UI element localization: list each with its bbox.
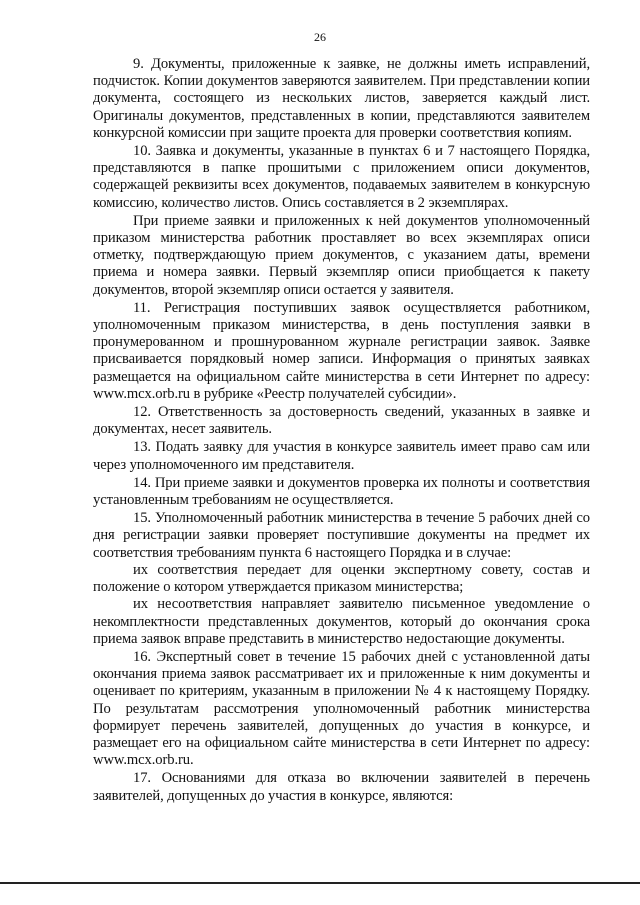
paragraph-14: 14. При приеме заявки и документов проверка их полноты и соответствия установленным требованиям не осуществляется. xyxy=(93,474,590,509)
page-number: 26 xyxy=(314,30,326,44)
paragraph-15-case-match: их соответствия передает для оценки экспертному совету, состав и положение о котором утверждается приказом министерства; xyxy=(93,561,590,596)
bottom-rule xyxy=(0,882,640,884)
paragraph-16: 16. Экспертный совет в течение 15 рабочих дней с установленной даты окончания приема заявок рассматривает их и приложенные к ним документы и оценивает по критериям, указанным в приложении № 4 к настоящему Порядку. По результатам рассмотрения уполномоченный работник министерства формирует перечень заявителей, допущенных до участия в конкурсе, и размещает его на официальном сайте министерства в сети Интернет по адресу: www.mcx.orb.ru. xyxy=(93,648,590,769)
paragraph-12: 12. Ответственность за достоверность сведений, указанных в заявке и документах, несет заявитель. xyxy=(93,404,590,438)
paragraph-9: 9. Документы, приложенные к заявке, не должны иметь исправлений, подчисток. Копии документов заверяются заявителем. При представлении копии документа, состоящего из нескольких листов, заверяется каждый лист. Оригиналы документов, представленных в копии, представляются заявителем конкурсной комиссии при защите проекта для проверки соответствия копиям. xyxy=(93,56,590,141)
paragraph-13: 13. Подать заявку для участия в конкурсе заявитель имеет право сам или через уполномоченного им представителя. xyxy=(93,439,590,473)
paragraph-10-receipt: При приеме заявки и приложенных к ней документов уполномоченный приказом министерства работник проставляет во всех экземплярах описи отметку, подтверждающую прием документов, с указанием даты, времени приема и номера заявки. Первый экземпляр описи приобщается к пакету документов, второй экземпляр описи остается у заявителя. xyxy=(93,212,590,298)
paragraph-11: 11. Регистрация поступивших заявок осуществляется работником, уполномоченным приказом министерства, в день поступления заявки в пронумерованном и прошнурованном журнале регистрации заявок. Заявке присваивается порядковый номер записи. Информация о принятых заявках размещается на официальном сайте министерства в сети Интернет по адресу: www.mcx.orb.ru в рубрике «Реестр получателей субсидии». xyxy=(93,299,590,402)
paragraph-10: 10. Заявка и документы, указанные в пунктах 6 и 7 настоящего Порядка, представляются в папке прошитыми с приложением описи документов, содержащей реквизиты всех документов, подаваемых заявителем в конкурсную комиссию, количество листов. Опись составляется в 2 экземплярах. xyxy=(93,143,590,211)
paragraph-15: 15. Уполномоченный работник министерства в течение 5 рабочих дней со дня регистрации заявки проверяет поступившие документы на предмет их соответствия требованиям пункта 6 настоящего Порядка и в случае: xyxy=(93,510,590,561)
document-body xyxy=(93,56,590,805)
paragraph-17: 17. Основаниями для отказа во включении заявителей в перечень заявителей, допущенных до участия в конкурсе, являются: xyxy=(93,770,590,804)
paragraph-15-case-mismatch: их несоответствия направляет заявителю письменное уведомление о некомплектности представленных документов, который до окончания срока приема заявок вправе представить в министерство недостающие документы. xyxy=(93,596,590,647)
